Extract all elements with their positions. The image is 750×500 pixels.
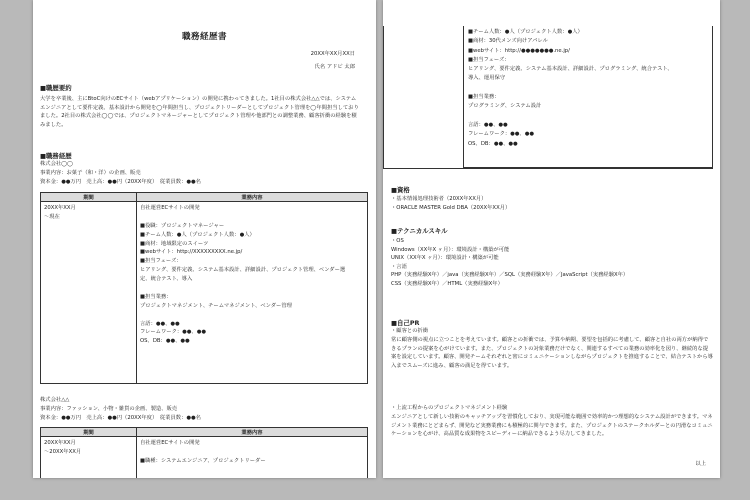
self-pr-heading: ■自己PR — [391, 319, 420, 327]
resume-page-left — [33, 0, 376, 478]
job1-details: 自社運営ECサイトの開発 ■役職：プロジェクトマネージャー ■チーム人数：●人（プロジェクト人数：●人） ■商材：地域限定のスイーツ ■webサイト：http://XXXXXXXXX.ne.jp/ ■担当フェーズ： ヒアリング、要件定義、システム基本設計、詳細設計、プロジェクト管理、ベンダー選 定、統合テスト、導入 ■担当業務： プロジェクトマネジメント、チームマネジメント、ベンダー管理 言語：●●、●● フレームワーク：●●、●● OS、DB：●●、●● — [137, 202, 368, 384]
job2-period: 20XX年XX月 〜20XX年XX月 — [41, 437, 137, 479]
history-heading: ■職務経歴 — [40, 152, 72, 160]
tech-skills-heading: ■テクニカルスキル — [391, 227, 448, 235]
document-title: 職務経歴書 — [181, 32, 227, 42]
closing-mark: 以上 — [695, 461, 706, 467]
job1-period: 20XX年XX月 〜現在 — [41, 202, 137, 384]
job1-table — [40, 192, 368, 384]
company2-business: 事業内容：ファッション、小物・雑貨の企画、製造、販売 — [40, 406, 178, 412]
company2-name: 株式会社△△ — [40, 397, 70, 403]
pr-subheading-negotiation: ・顧客との折衝 — [391, 328, 429, 334]
pr-subheading-management: ・上流工程からのプロジェクトマネジメント経験 — [391, 405, 508, 411]
qualifications-heading: ■資格 — [391, 186, 410, 194]
content-header: 業務内容 — [137, 193, 368, 202]
job2-table — [40, 427, 368, 478]
company1-business: 事業内容：お菓子（和・洋）の企画、販売 — [40, 170, 141, 176]
table-bottom-line — [383, 168, 713, 169]
job2-continued-box: ■チーム人数：●人（プロジェクト人数：●人） ■商材：30代メンズ向けアパレル ■webサイト：http://●●●●●●●.ne.jp/ ■担当フェーズ： ヒアリング、要件定義、システム基本設計、詳細設計、プログラミング、統合テスト、 導入、運用保守 ■担当業務： プログラミング、システム設計 言語：●●、●● フレームワーク：●●、●● OS、DB：●●、●● — [463, 26, 713, 168]
tech-skills-list: ・OS Windows（XX年X ヶ月）：環境設計・構築が可能 UNIX（XX年X ヶ月）：環境設計・構築が可能 ・言語 PHP（実務経験X年）／java（実務経験X年）／SQL（実務経験X年）／JavaScript（実務経験X年） CSS（実務経験X年）／HTML（実務経験X年） — [391, 238, 629, 287]
period-column-line — [383, 26, 384, 168]
qualifications-list: ・基本情報処理技術者（20XX年XX月） ・ORACLE MASTER Gold DBA（20XX年XX月） — [391, 196, 511, 211]
resume-page-right — [383, 0, 720, 478]
summary-heading: ■職歴要約 — [40, 84, 72, 92]
pr-text-management: エンジニアとして新しい技術のキャッチアップを習慣化しており、実現可能な範囲で効率的かつ理想的なシステム設計ができます。マネジメント業務にとどまらず、開発など実務業務にも積極的に関与できます。また、プロジェクトのステークホルダーとの円滑なコミュニケーションを心がけ、高品質な成果物をスピーディーに納品できるよう尽力してきました。 — [391, 414, 713, 438]
company2-capital: 資本金：●●万円 売上高：●●円（20XX年度） 従業員数：●●名 — [40, 415, 201, 421]
applicant-name: 氏名 アドビ 太郎 — [314, 64, 355, 70]
summary-text: 大学を卒業後、主にBtoC向けのECサイト（webアプリケーション）の開発に携わってきました。1社目の株式会社△△では、システムエンジニアとして要件定義、基本設計から開発を◯年間担当し、プロジェクトリーダーとしてプロジェクト管理を◯年間担当しておりました。2社目の株式会社◯◯では、プロジェクトマネージャーとしてプロジェクト管理や他部門との調整業務、顧客折衝の経験を積みました。 — [40, 96, 359, 128]
company1-capital: 資本金：●●万円 売上高：●●円（20XX年度） 従業員数：●●名 — [40, 179, 201, 185]
company1-name: 株式会社◯◯ — [40, 161, 74, 167]
period-header: 期間 — [41, 193, 137, 202]
period-header: 期間 — [41, 428, 137, 437]
content-header: 業務内容 — [137, 428, 368, 437]
pr-text-negotiation: 常に顧客側の視点に立つことを考えています。顧客との折衝では、予算や納期、要望を包括的に考慮して、顧客と自社の両方が納得できるプランの提案を心がけています。また、プロジェクトの対象業務だけでなく、関連するすべての業務の効率化を図り、継続的な提案を設定しています。顧客、開発チームそれぞれと密にコミュニケーションしながらプロジェクトを推進することで、結合テストから導入までスムーズに進み、顧客の満足を得ています。 — [391, 337, 713, 369]
document-date: 20XX年XX月XX日 — [310, 51, 355, 57]
job2-details: 自社運営ECサイトの開発 ■職種：システムエンジニア、プロジェクトリーダー — [137, 437, 368, 479]
